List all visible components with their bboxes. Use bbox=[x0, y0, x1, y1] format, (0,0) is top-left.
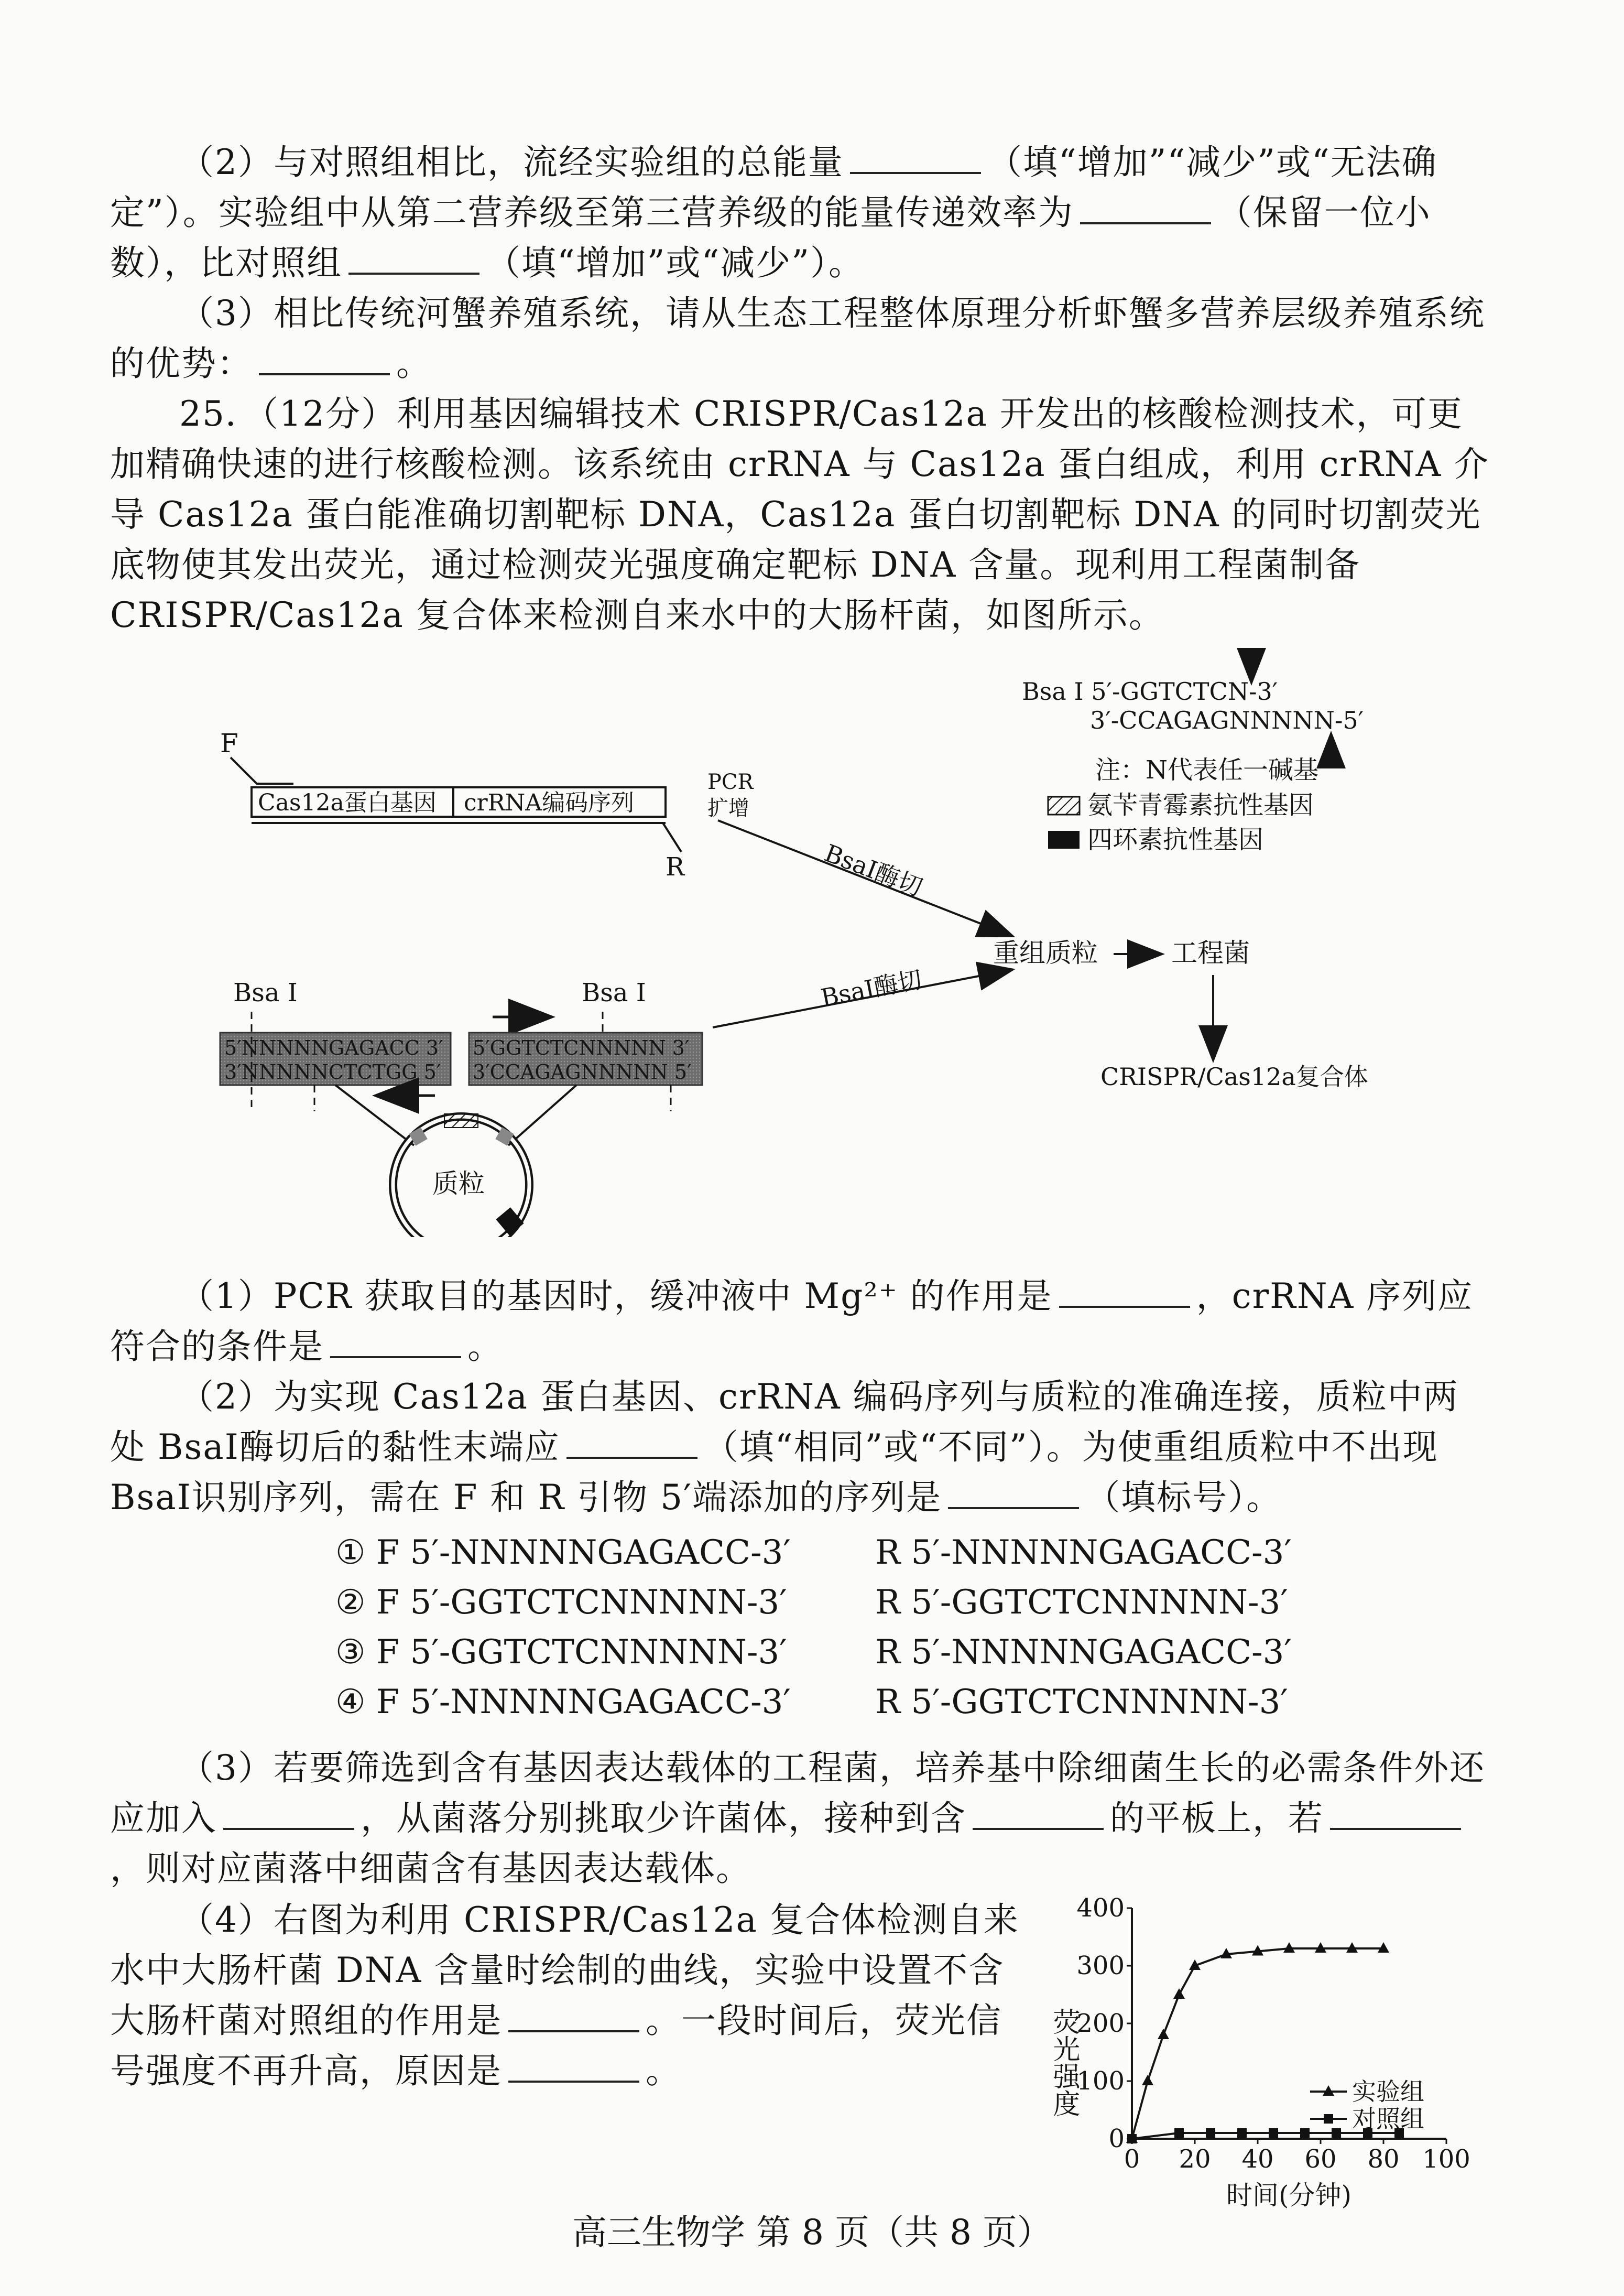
answer-blank[interactable] bbox=[348, 239, 479, 275]
q25-1-end: 。 bbox=[467, 1326, 503, 1367]
bsa-site-bottom: 3′-CCAGAGNNNNN-5′ bbox=[1090, 706, 1364, 734]
option-4-r: R 5′-GGTCTCNNNNN-3′ bbox=[875, 1683, 1288, 1721]
complex-label: CRISPR/Cas12a复合体 bbox=[1100, 1063, 1368, 1091]
q25-3-text-b: ，从菌落分别挑取少许菌体，接种到含 bbox=[361, 1798, 966, 1838]
answer-blank[interactable] bbox=[1059, 1272, 1190, 1308]
data-point bbox=[1174, 2128, 1184, 2138]
seq-right-top: 5′GGTCTCNNNNN 3′ bbox=[473, 1036, 690, 1059]
answer-blank[interactable] bbox=[508, 1997, 639, 2032]
x-tick-label: 60 bbox=[1304, 2145, 1337, 2174]
amplify-label: 扩增 bbox=[707, 796, 749, 820]
amp-legend-swatch bbox=[1048, 797, 1080, 815]
y-tick-label: 300 bbox=[1076, 1951, 1125, 1980]
q25-4 bbox=[110, 1895, 1027, 2096]
bsa-left-label: Bsa Ⅰ bbox=[233, 978, 298, 1008]
q24-3-text: （3）相比传统河蟹养殖系统，请从生态工程整体原理分析虾蟹多营养层级养殖系统的优势： bbox=[110, 293, 1485, 384]
x-tick-label: 0 bbox=[1124, 2145, 1140, 2174]
primer-r-label: R bbox=[666, 852, 685, 882]
data-point bbox=[1332, 2128, 1341, 2138]
plasmid-amp-gene bbox=[444, 1114, 478, 1128]
answer-blank[interactable] bbox=[223, 1794, 354, 1830]
q25-2-text-b: （填“相同”或“不同”）。为使重组质粒中不出现 BsaⅠ识别序列，需在 F 和 R 引物 5′端添加的序列是 bbox=[110, 1427, 1438, 1518]
option-4-f[interactable]: ④ F 5′-NNNNNGAGACC-3′ bbox=[335, 1683, 791, 1721]
answer-blank[interactable] bbox=[259, 340, 390, 375]
legend-label: 实验组 bbox=[1352, 2077, 1424, 2106]
x-tick-label: 100 bbox=[1422, 2145, 1470, 2174]
primer-r-line bbox=[618, 823, 681, 852]
series-line-1 bbox=[1132, 1948, 1383, 2139]
answer-blank[interactable] bbox=[973, 1794, 1104, 1830]
data-point bbox=[1269, 2128, 1278, 2138]
option-1-f[interactable]: ① F 5′-NNNNNGAGACC-3′ bbox=[335, 1533, 791, 1572]
data-point bbox=[1142, 2075, 1153, 2085]
q25-questions bbox=[110, 1271, 1494, 1523]
tet-legend-label: 四环素抗性基因 bbox=[1087, 825, 1264, 854]
engineered-label: 工程菌 bbox=[1171, 938, 1250, 968]
data-point bbox=[1173, 1988, 1185, 1999]
legend-marker bbox=[1324, 2114, 1333, 2124]
option-3-r: R 5′-NNNNNGAGACC-3′ bbox=[875, 1633, 1292, 1672]
data-point bbox=[1300, 2128, 1310, 2138]
answer-blank[interactable] bbox=[330, 1323, 461, 1358]
y-tick-label: 400 bbox=[1076, 1893, 1125, 1923]
q25-1-text-a: （1）PCR 获取目的基因时，缓冲液中 Mg²⁺ 的作用是 bbox=[179, 1276, 1053, 1316]
y-tick-label: 200 bbox=[1076, 2009, 1125, 2038]
answer-blank[interactable] bbox=[948, 1474, 1079, 1509]
q25-4-end: 。 bbox=[646, 2051, 681, 2091]
primer-f-label: F bbox=[220, 728, 238, 759]
y-tick-label: 0 bbox=[1108, 2124, 1125, 2153]
answer-blank[interactable] bbox=[1330, 1794, 1461, 1830]
seq-left-bottom: 3′NNNNNCTCTGG 5′ bbox=[224, 1060, 441, 1084]
amp-legend-label: 氨苄青霉素抗性基因 bbox=[1087, 790, 1314, 820]
gene-crrna-label: crRNA编码序列 bbox=[464, 789, 635, 816]
option-2-f[interactable]: ② F 5′-GGTCTCNNNNN-3′ bbox=[335, 1583, 787, 1622]
data-point bbox=[1158, 2029, 1169, 2039]
y-tick-label: 100 bbox=[1076, 2066, 1125, 2096]
data-point bbox=[1206, 2128, 1215, 2138]
chart-legend bbox=[1310, 2077, 1424, 2133]
q24-part2 bbox=[110, 137, 1494, 641]
answer-blank[interactable] bbox=[566, 1423, 697, 1459]
option-1-r: R 5′-NNNNNGAGACC-3′ bbox=[875, 1533, 1292, 1572]
q24-2-text-c: （保留一位小数），比对照组 bbox=[110, 192, 1431, 283]
q25-3 bbox=[110, 1743, 1494, 1894]
q25-3-end: ，则对应菌落中细菌含有基因表达载体。 bbox=[110, 1848, 751, 1889]
note-text: 注：N代表任一碱基 bbox=[1095, 755, 1319, 785]
q25-3-text-c: 的平板上，若 bbox=[1110, 1798, 1324, 1838]
q25-2-end: （填标号）。 bbox=[1085, 1477, 1282, 1518]
data-point bbox=[1237, 2128, 1247, 2138]
seq-right-bottom: 3′CCAGAGNNNNN 5′ bbox=[473, 1060, 692, 1084]
q25-4-text-a: （4）右图为利用 CRISPR/Cas12a 复合体检测自来水中大肠杆菌 DNA 含量时绘制的曲线，实验中设置不含大肠杆菌对照组的作用是 bbox=[110, 1900, 1019, 2041]
primer-f-line bbox=[231, 757, 293, 784]
plasmid-label: 质粒 bbox=[432, 1168, 485, 1199]
digest-label-2: BsaⅠ酶切 bbox=[818, 965, 924, 1012]
digest-label-1: BsaⅠ酶切 bbox=[821, 838, 927, 902]
q24-2-text-a: （2）与对照组相比，流经实验组的总能量 bbox=[179, 142, 844, 182]
tet-legend-swatch bbox=[1048, 831, 1080, 849]
legend-label: 对照组 bbox=[1352, 2105, 1424, 2133]
q24-2-text-d: （填“增加”或“减少”）。 bbox=[486, 243, 864, 283]
option-2-r: R 5′-GGTCTCNNNNN-3′ bbox=[875, 1583, 1288, 1622]
q25-1-text-b: ，crRNA 序列应符合的条件是 bbox=[110, 1276, 1474, 1367]
q24-3-end: 。 bbox=[396, 343, 432, 384]
answer-blank[interactable] bbox=[1080, 189, 1211, 224]
seq-left-top: 5′NNNNNGAGACC 3′ bbox=[224, 1036, 443, 1059]
x-axis-label: 时间(分钟) bbox=[1226, 2180, 1352, 2211]
q25-intro: 25．（12分）利用基因编辑技术 CRISPR/Cas12a 开发出的核酸检测技术，可更加精确快速的进行核酸检测。该系统由 crRNA 与 Cas12a 蛋白组成，利用 crRNA 介导 Cas12a 蛋白能准确切割靶标 DNA，Cas12a 蛋白切割靶标 DNA 的同时切割荧光底物使其发出荧光，通过检测荧光强度确定靶标 DNA 含量。现利用工程菌制备 CRISPR/Cas12a 复合体来检测自来水中的大肠杆菌，如图所示。 bbox=[110, 394, 1490, 635]
pcr-label: PCR bbox=[707, 770, 754, 794]
gene-cas12a-label: Cas12a蛋白基因 bbox=[258, 789, 437, 816]
bsa-site-top: Bsa Ⅰ 5′-GGTCTCN-3′ bbox=[1022, 677, 1278, 706]
bsa-right-label: Bsa Ⅰ bbox=[582, 978, 646, 1008]
x-tick-label: 20 bbox=[1179, 2145, 1211, 2174]
q24-2-text-b: （填“增加”“减少”或“无法确定”）。实验组中从第二营养级至第三营养级的能量传递效率为 bbox=[110, 142, 1437, 233]
answer-blank[interactable] bbox=[850, 138, 981, 174]
x-tick-label: 80 bbox=[1367, 2145, 1400, 2174]
y-axis-label: 荧光强度 bbox=[1048, 2008, 1080, 2117]
x-tick-label: 40 bbox=[1241, 2145, 1274, 2174]
recomb-plasmid-label: 重组质粒 bbox=[993, 938, 1098, 968]
q25-2-text-a: （2）为实现 Cas12a 蛋白基因、crRNA 编码序列与质粒的准确连接，质粒中两处 BsaⅠ酶切后的黏性末端应 bbox=[110, 1377, 1459, 1467]
q25-4-text-b: 。一段时间后，荧光信号强度不再升高，原因是 bbox=[110, 2000, 1002, 2091]
data-point bbox=[1127, 2134, 1137, 2143]
answer-blank[interactable] bbox=[508, 2047, 639, 2083]
q25-3-text-a: （3）若要筛选到含有基因表达载体的工程菌，培养基中除细菌生长的必需条件外还应加入 bbox=[110, 1748, 1485, 1838]
page-footer: 高三生物学 第 8 页（共 8 页） bbox=[572, 2212, 1052, 2252]
fluorescence-chart bbox=[1038, 1877, 1499, 2212]
cloning-diagram bbox=[0, 645, 1624, 1237]
option-3-f[interactable]: ③ F 5′-GGTCTCNNNNN-3′ bbox=[335, 1633, 787, 1672]
